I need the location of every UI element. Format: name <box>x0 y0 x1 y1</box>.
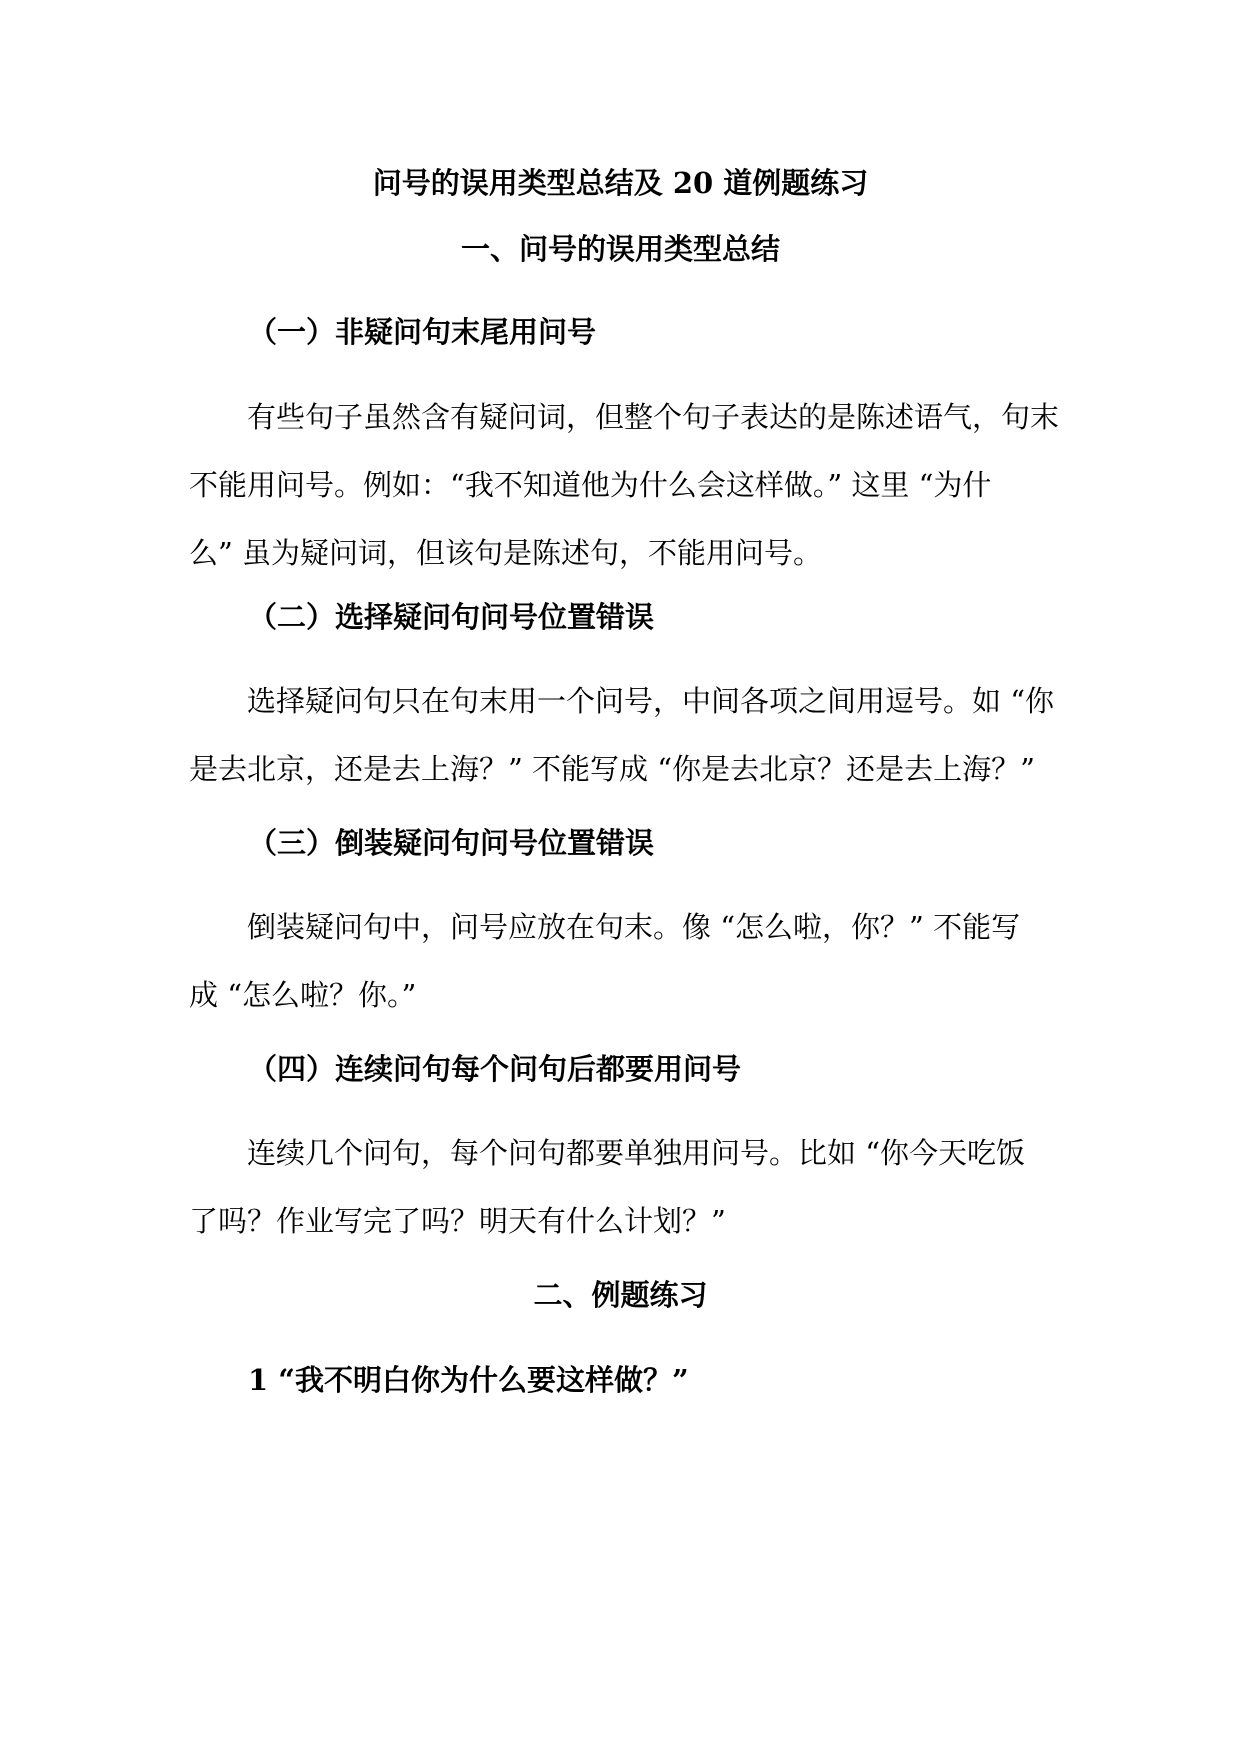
section-heading-summary: 一、问号的误用类型总结 <box>460 232 780 266</box>
section-heading-exercises: 二、例题练习 <box>533 1278 708 1312</box>
paragraph-1-line-3: 么” 虽为疑问词，但该句是陈述句，不能用问号。 <box>189 536 823 570</box>
subsection-heading-3: （三）倒装疑问句问号位置错误 <box>248 826 655 860</box>
subsection-heading-1: （一）非疑问句末尾用问号 <box>248 315 597 349</box>
paragraph-1 <box>189 397 1063 601</box>
paragraph-3-line-1: 倒装疑问句中，问号应放在句末。像 “怎么啦，你？” 不能写 <box>247 910 1021 944</box>
paragraph-4-line-1: 连续几个问句，每个问句都要单独用问号。比如 “你今天吃饭 <box>247 1136 1026 1170</box>
paragraph-1-line-1: 有些句子虽然含有疑问词，但整个句子表达的是陈述语气，句末 <box>247 400 1060 434</box>
paragraph-2-line-1: 选择疑问句只在句末用一个问号，中间各项之间用逗号。如 “你 <box>247 684 1055 718</box>
paragraph-3-line-2: 成 “怎么啦？你。” <box>189 978 417 1012</box>
subsection-heading-4: （四）连续问句每个问句后都要用问号 <box>248 1052 742 1086</box>
subsection-heading-2: （二）选择疑问句问号位置错误 <box>248 600 655 634</box>
paragraph-4-line-2: 了吗？作业写完了吗？明天有什么计划？” <box>189 1204 726 1238</box>
paragraph-2-line-2: 是去北京，还是去上海？” 不能写成 “你是去北京？还是去上海？” <box>189 752 1035 786</box>
paragraph-4 <box>189 1133 1063 1269</box>
exercise-item-1: 1 “我不明白你为什么要这样做？” <box>248 1363 689 1397</box>
document-title: 问号的误用类型总结及 20 道例题练习 <box>372 166 869 200</box>
paragraph-3 <box>189 907 1063 1043</box>
paragraph-2 <box>189 681 1063 817</box>
paragraph-1-line-2: 不能用问号。例如：“我不知道他为什么会这样做。” 这里 “为什 <box>189 468 992 502</box>
